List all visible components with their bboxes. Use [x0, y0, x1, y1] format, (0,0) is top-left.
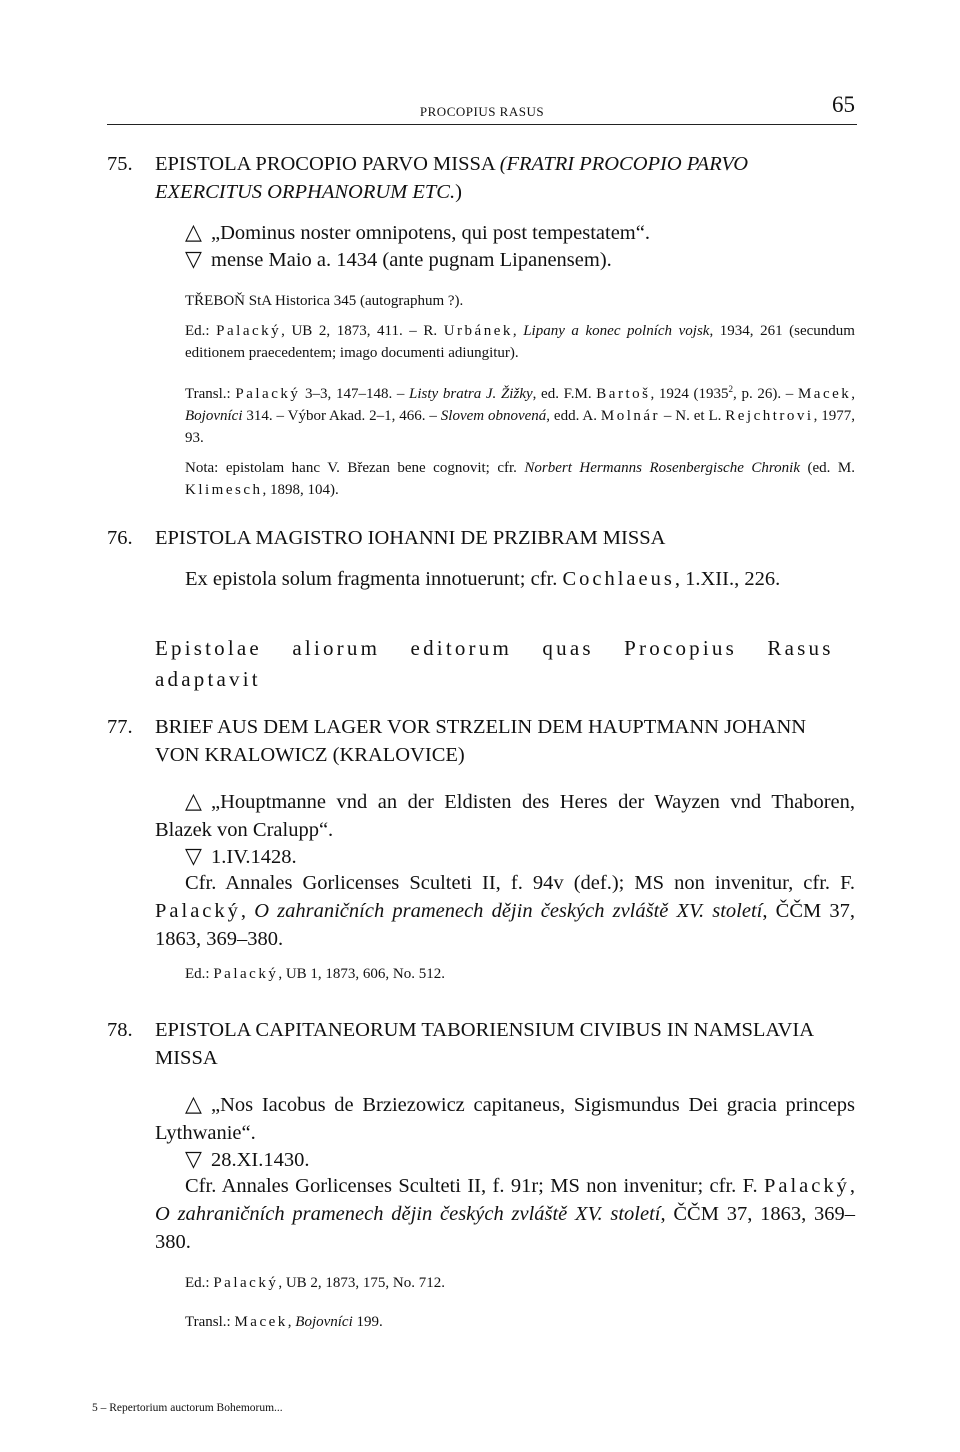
text: , UB 2, 1873, 411. – R. — [281, 323, 444, 339]
author: Palacký — [213, 966, 279, 982]
entry-77-title — [107, 713, 855, 769]
triangle-up-icon: △ — [185, 219, 202, 244]
text: , 1.XII., 226. — [674, 568, 781, 590]
triangle-down-icon: ▽ — [185, 246, 202, 271]
text: , UB 2, 1873, 175, No. 712. — [278, 1275, 445, 1291]
work-title: O zahraničních pramenech dějin českých zvláště XV. století — [155, 1203, 661, 1225]
entry-78-date — [155, 1145, 885, 1174]
author: Palacký — [763, 1175, 850, 1197]
text: , ČČM 37, 1863, 369–380. — [155, 900, 855, 950]
work-title: Bojovníci — [295, 1314, 353, 1330]
entry-78-editions — [155, 1272, 885, 1294]
text: , ČČM 37, 1863, 369–380. — [155, 1203, 855, 1253]
running-head: PROCOPIUS RASUS — [419, 104, 545, 119]
section-title: Epistolae aliorum editorum quas Procopius Rasus adaptavit — [155, 636, 834, 691]
text: , — [287, 1314, 296, 1330]
text: 199. — [352, 1314, 383, 1330]
work-title: Norbert Hermanns Rosenbergische Chronik — [524, 460, 800, 476]
author: Bartoš — [596, 386, 651, 402]
title-italic: (FRATRI PROCOPIO PARVO EXERCITUS ORPHANORUM ETC. — [155, 153, 749, 203]
title-text: EPISTOLA MAGISTRO IOHANNI DE PRZIBRAM MISSA — [155, 527, 666, 549]
label-ed: Ed.: — [185, 323, 217, 339]
incipit-text: „Houptmanne vnd an der Eldisten des Heres der Wayzen vnd Thaboren, Blazek von Cralupp“. — [155, 791, 855, 841]
entry-76-title — [107, 524, 855, 552]
text: Nota: epistolam hanc V. Březan bene cognovit; cfr. — [185, 460, 525, 476]
author: Macek — [797, 386, 852, 402]
label-transl: Transl.: — [185, 1314, 235, 1330]
text: , edd. A. — [546, 408, 601, 424]
signature-note: 5 – Repertorium auctorum Bohemorum... — [92, 1402, 283, 1414]
date-text: mense Maio a. 1434 (ante pugnam Lipanensem). — [211, 249, 612, 271]
text: Cfr. Annales Gorlicenses Sculteti II, f. 91r; MS non invenitur; cfr. F. — [185, 1175, 764, 1197]
work-title: Bojovníci — [185, 408, 243, 424]
entry-75-translations — [155, 378, 855, 449]
work-title: Lipany a konec polních vojsk — [523, 323, 710, 339]
text: , — [849, 1175, 855, 1197]
title-text: EPISTOLA CAPITANEORUM TABORIENSIUM CIVIBUS IN NAMSLAVIA MISSA — [155, 1019, 813, 1069]
author: Palacký — [235, 386, 301, 402]
author: Palacký — [213, 1275, 279, 1291]
entry-75-editions — [155, 320, 855, 364]
page-header — [107, 92, 857, 125]
entry-77-editions — [155, 963, 885, 985]
entry-75-archive: TŘEBOŇ StA Historica 345 (autographum ?). — [185, 293, 464, 309]
text: , p. 26). – — [733, 386, 798, 402]
entry-77-incipit — [155, 787, 855, 844]
work-title: Listy bratra J. Žižky — [409, 386, 533, 402]
text: 3–3, 147–148. – — [300, 386, 410, 402]
triangle-down-icon: ▽ — [185, 843, 202, 868]
author: Palacký — [216, 323, 282, 339]
text: 314. – Výbor Akad. 2–1, 466. – — [242, 408, 441, 424]
text: , 1934, 261 (secundum editionem praecedentem; imago documenti adiungitur). — [185, 323, 855, 361]
entry-number: 76. — [107, 527, 133, 549]
incipit-text: „Dominus noster omnipotens, qui post tempestatem“. — [211, 222, 650, 244]
entry-75-title — [107, 150, 855, 206]
title-close: ) — [455, 181, 462, 203]
entry-78-incipit — [155, 1090, 855, 1147]
text: – N. et L. — [660, 408, 726, 424]
text: , — [240, 900, 255, 922]
author: Macek — [234, 1314, 288, 1330]
entry-77-cfr — [155, 869, 855, 953]
entry-78-title — [107, 1016, 855, 1072]
author: Palacký — [155, 900, 241, 922]
author: Molnár — [600, 408, 661, 424]
entry-number: 77. — [107, 716, 133, 738]
text: , — [512, 323, 524, 339]
text: , 1977, 93. — [185, 408, 855, 446]
work-title: Slovem obnovená — [440, 408, 547, 424]
text: Ex epistola solum fragmenta innotuerunt; cfr. — [185, 568, 563, 590]
page-number: 65 — [832, 92, 855, 117]
text: (ed. M. — [799, 460, 855, 476]
text: , UB 1, 1873, 606, No. 512. — [278, 966, 445, 982]
entry-75-incipit — [155, 218, 885, 247]
author: Klimesch — [185, 482, 263, 498]
work-title: O zahraničních pramenech dějin českých zvláště XV. století — [254, 900, 763, 922]
label-ed: Ed.: — [185, 1275, 214, 1291]
date-text: 1.IV.1428. — [211, 846, 297, 868]
text: , 1898, 104). — [262, 482, 339, 498]
text: Cfr. Annales Gorlicenses Sculteti II, f. 94v (def.); MS non invenitur, cfr. F. — [185, 872, 855, 894]
entry-78-translations — [155, 1311, 885, 1333]
author: Rejchtrovi — [725, 408, 814, 424]
text: , 1924 (1935 — [650, 386, 729, 402]
entry-75-date — [155, 245, 885, 274]
triangle-down-icon: ▽ — [185, 1146, 202, 1171]
author: Urbánek — [443, 323, 513, 339]
entry-78-cfr — [155, 1172, 855, 1256]
entry-number: 75. — [107, 153, 133, 175]
entry-number: 78. — [107, 1019, 133, 1041]
entry-77-date — [155, 842, 885, 871]
entry-75-nota — [155, 457, 855, 501]
label-transl: Transl.: — [185, 386, 236, 402]
label-ed: Ed.: — [185, 966, 214, 982]
entry-76-text — [155, 565, 885, 593]
triangle-up-icon: △ — [185, 1091, 202, 1116]
triangle-up-icon: △ — [185, 788, 202, 813]
text: , — [851, 386, 856, 402]
title-text: BRIEF AUS DEM LAGER VOR STRZELIN DEM HAUPTMANN JOHANN VON KRALOWICZ (KRALOVICE) — [155, 716, 807, 766]
date-text: 28.XI.1430. — [211, 1149, 310, 1171]
title-text: EPISTOLA PROCOPIO PARVO MISSA — [155, 153, 500, 175]
superscript: 2 — [728, 384, 734, 394]
incipit-text: „Nos Iacobus de Brziezowicz capitaneus, Sigismundus Dei gracia princeps Lythwanie“. — [155, 1094, 855, 1144]
text: , ed. F.M. — [532, 386, 597, 402]
author: Cochlaeus — [562, 568, 675, 590]
